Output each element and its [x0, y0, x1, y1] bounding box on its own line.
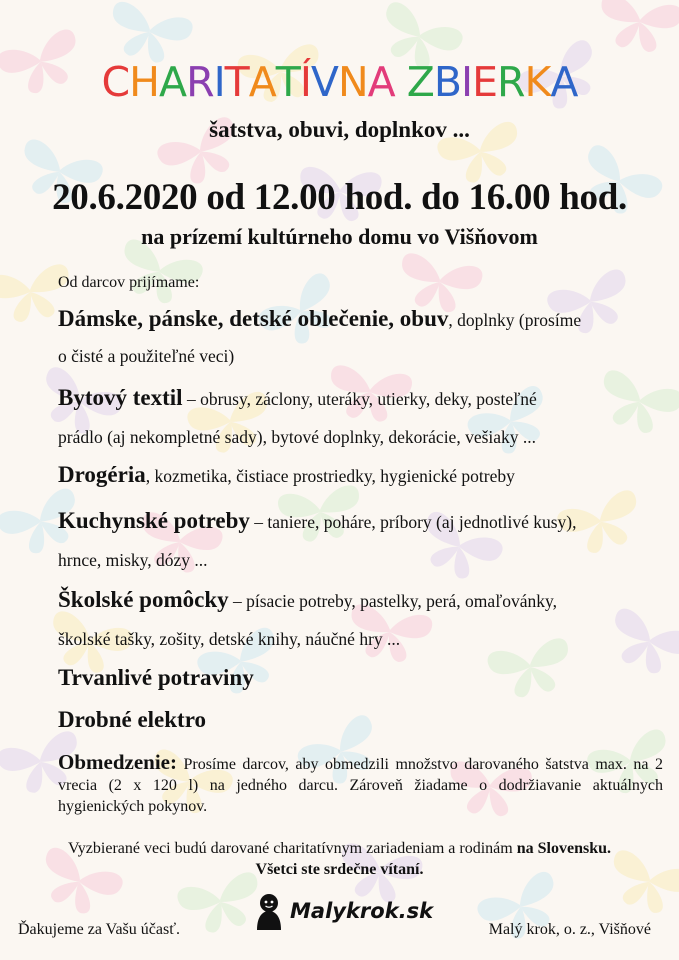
closing-line-1 — [0, 840, 679, 858]
item-school — [58, 587, 557, 613]
item-drugstore — [58, 462, 515, 488]
title-letter: V — [310, 58, 338, 106]
item-lead: Kuchynské potreby — [58, 508, 250, 533]
event-venue: na prízemí kultúrneho domu vo Višňovom — [141, 224, 538, 249]
restriction-label: Obmedzenie: — [58, 750, 177, 774]
title-letter: I — [213, 58, 225, 106]
title-letter: R — [497, 58, 525, 106]
item-textile-continuation: prádlo (aj nekompletné sady), bytové doplnky, dekorácie, vešiaky ... — [58, 427, 537, 447]
item-lead: Bytový textil — [58, 385, 183, 410]
poster-subtitle: šatstva, obuvi, doplnkov ... — [209, 117, 470, 142]
title-letter: N — [337, 58, 368, 106]
closing-line-1-text: Vyzbierané veci budú darované charitatívnym zariadeniam a rodinám — [68, 840, 517, 857]
title-letter: H — [129, 58, 160, 106]
title-letter — [395, 58, 407, 106]
item-lead: Drobné elektro — [58, 707, 206, 732]
item-rest: , kozmetika, čistiace prostriedky, hygienické potreby — [145, 466, 515, 486]
title-letter: I — [461, 58, 473, 106]
poster-title — [0, 58, 679, 106]
item-rest: – taniere, poháre, príbory (aj jednotlivé kusy), — [249, 512, 577, 532]
title-letter: E — [472, 58, 497, 106]
title-letter: A — [367, 58, 395, 106]
malykrok-logo[interactable] — [252, 892, 433, 930]
title-letter: B — [433, 58, 461, 106]
item-rest: – písacie potreby, pastelky, perá, omaľovánky, — [228, 591, 557, 611]
item-kitchen-continuation: hrnce, misky, dózy ... — [58, 550, 208, 570]
item-rest: , doplnky (prosíme — [448, 310, 582, 330]
item-food — [58, 665, 254, 691]
logo-text: Malykrok.sk — [290, 899, 434, 923]
title-letter: T — [224, 58, 249, 106]
restriction-text: Prosíme darcov, aby obmedzili množstvo darovaného šatstva max. na 2 vrecia (2 x 120 l) na jedného darcu. Zároveň žiadame o dodržiavanie aktuálnych hygienických pokynov. — [58, 756, 663, 815]
item-lead: Trvanlivé potraviny — [58, 665, 254, 690]
intro-text: Od darcov prijímame: — [58, 274, 200, 291]
title-letter: A — [248, 58, 276, 106]
item-kitchen — [58, 508, 576, 534]
item-clothing-continuation: o čisté a použiteľné veci) — [58, 346, 235, 366]
item-lead: Dámske, pánske, detské oblečenie, obuv — [58, 306, 449, 331]
title-letter: R — [186, 58, 214, 106]
closing-line-1-bold: na Slovensku. — [516, 840, 611, 857]
title-letter: K — [524, 58, 551, 106]
item-rest: – obrusy, záclony, uteráky, utierky, deky, posteľné — [182, 389, 537, 409]
item-electro — [58, 707, 206, 733]
item-lead: Drogéria — [58, 462, 146, 487]
footer-thanks: Ďakujeme za Vašu účasť. — [18, 921, 181, 938]
title-letter: Í — [299, 58, 311, 106]
item-clothing — [58, 306, 581, 332]
child-silhouette-icon — [252, 892, 286, 930]
item-textile — [58, 385, 537, 411]
title-letter: A — [159, 58, 187, 106]
event-date-time: 20.6.2020 od 12.00 hod. do 16.00 hod. — [52, 177, 627, 218]
title-letter: A — [550, 58, 578, 106]
item-school-continuation: školské tašky, zošity, detské knihy, náučné hry ... — [58, 629, 401, 649]
footer-organization: Malý krok, o. z., Višňové — [488, 921, 651, 938]
restriction-note — [58, 752, 663, 817]
title-letter: T — [275, 58, 300, 106]
closing-line-2: Všetci ste srdečne vítaní. — [255, 861, 424, 878]
title-letter: Z — [406, 58, 434, 106]
item-lead: Školské pomôcky — [58, 587, 229, 612]
title-letter: C — [101, 58, 130, 106]
